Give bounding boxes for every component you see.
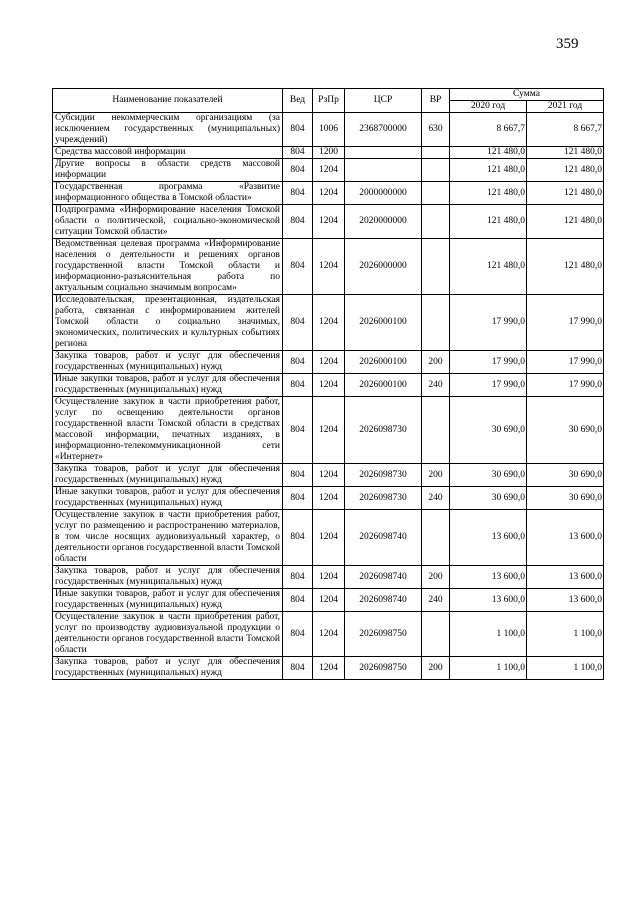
header-sum: Сумма bbox=[450, 89, 604, 101]
row-csr bbox=[345, 159, 422, 182]
row-sum-2020: 121 480,0 bbox=[450, 159, 527, 182]
row-rzpr: 1204 bbox=[313, 657, 345, 680]
row-name: Подпрограмма «Информирование населения Томской области о политической, социально-экономической ситуации Томской области» bbox=[53, 205, 283, 239]
row-sum-2021: 17 990,0 bbox=[527, 295, 604, 351]
table-row bbox=[53, 464, 604, 487]
row-sum-2021: 17 990,0 bbox=[527, 351, 604, 374]
row-sum-2020: 30 690,0 bbox=[450, 464, 527, 487]
row-ved: 804 bbox=[283, 159, 313, 182]
row-rzpr: 1204 bbox=[313, 374, 345, 397]
row-rzpr: 1204 bbox=[313, 510, 345, 566]
row-vr bbox=[422, 205, 450, 239]
row-ved: 804 bbox=[283, 510, 313, 566]
row-sum-2020: 121 480,0 bbox=[450, 205, 527, 239]
row-rzpr: 1204 bbox=[313, 182, 345, 205]
row-rzpr: 1200 bbox=[313, 147, 345, 159]
row-ved: 804 bbox=[283, 374, 313, 397]
table-row bbox=[53, 487, 604, 510]
table-row bbox=[53, 182, 604, 205]
row-name: Субсидии некоммерческим организациям (за исключением государственных (муниципальных) учреждений) bbox=[53, 113, 283, 147]
row-name: Иные закупки товаров, работ и услуг для обеспечения государственных (муниципальных) нужд bbox=[53, 589, 283, 612]
row-csr: 2026098730 bbox=[345, 487, 422, 510]
row-sum-2020: 30 690,0 bbox=[450, 397, 527, 464]
row-csr: 2368700000 bbox=[345, 113, 422, 147]
row-vr bbox=[422, 159, 450, 182]
row-sum-2021: 121 480,0 bbox=[527, 182, 604, 205]
row-sum-2020: 121 480,0 bbox=[450, 182, 527, 205]
row-csr: 2020000000 bbox=[345, 205, 422, 239]
row-sum-2021: 1 100,0 bbox=[527, 657, 604, 680]
row-vr bbox=[422, 397, 450, 464]
header-csr: ЦСР bbox=[345, 89, 422, 113]
row-sum-2020: 13 600,0 bbox=[450, 566, 527, 589]
row-vr: 630 bbox=[422, 113, 450, 147]
row-sum-2020: 1 100,0 bbox=[450, 657, 527, 680]
row-vr bbox=[422, 182, 450, 205]
table-row bbox=[53, 113, 604, 147]
row-sum-2021: 13 600,0 bbox=[527, 510, 604, 566]
row-name: Закупка товаров, работ и услуг для обеспечения государственных (муниципальных) нужд bbox=[53, 464, 283, 487]
table-row bbox=[53, 159, 604, 182]
row-csr: 2026000000 bbox=[345, 239, 422, 295]
row-name: Закупка товаров, работ и услуг для обеспечения государственных (муниципальных) нужд bbox=[53, 657, 283, 680]
row-csr: 2026098730 bbox=[345, 464, 422, 487]
row-csr: 2026098750 bbox=[345, 657, 422, 680]
row-sum-2021: 121 480,0 bbox=[527, 159, 604, 182]
row-ved: 804 bbox=[283, 566, 313, 589]
table-row bbox=[53, 657, 604, 680]
row-name: Закупка товаров, работ и услуг для обеспечения государственных (муниципальных) нужд bbox=[53, 566, 283, 589]
row-vr bbox=[422, 239, 450, 295]
row-name: Государственная программа «Развитие информационного общества в Томской области» bbox=[53, 182, 283, 205]
row-sum-2020: 121 480,0 bbox=[450, 239, 527, 295]
row-rzpr: 1204 bbox=[313, 464, 345, 487]
row-csr: 2026098740 bbox=[345, 589, 422, 612]
row-sum-2021: 30 690,0 bbox=[527, 487, 604, 510]
row-sum-2021: 8 667,7 bbox=[527, 113, 604, 147]
header-year-2020: 2020 год bbox=[450, 101, 527, 113]
row-csr bbox=[345, 147, 422, 159]
row-sum-2021: 30 690,0 bbox=[527, 464, 604, 487]
table-row bbox=[53, 510, 604, 566]
row-csr: 2026098740 bbox=[345, 510, 422, 566]
row-csr: 2026098740 bbox=[345, 566, 422, 589]
row-ved: 804 bbox=[283, 464, 313, 487]
header-vr: ВР bbox=[422, 89, 450, 113]
row-sum-2021: 1 100,0 bbox=[527, 612, 604, 657]
row-ved: 804 bbox=[283, 612, 313, 657]
row-ved: 804 bbox=[283, 295, 313, 351]
row-vr: 240 bbox=[422, 589, 450, 612]
row-rzpr: 1204 bbox=[313, 397, 345, 464]
row-sum-2020: 8 667,7 bbox=[450, 113, 527, 147]
table-row bbox=[53, 239, 604, 295]
row-csr: 2026000100 bbox=[345, 295, 422, 351]
row-sum-2020: 30 690,0 bbox=[450, 487, 527, 510]
row-vr: 200 bbox=[422, 566, 450, 589]
row-sum-2021: 121 480,0 bbox=[527, 239, 604, 295]
row-rzpr: 1204 bbox=[313, 239, 345, 295]
table-row bbox=[53, 397, 604, 464]
row-sum-2020: 17 990,0 bbox=[450, 295, 527, 351]
row-csr: 2026098750 bbox=[345, 612, 422, 657]
header-ved: Вед bbox=[283, 89, 313, 113]
header-year-2021: 2021 год bbox=[527, 101, 604, 113]
row-sum-2021: 121 480,0 bbox=[527, 205, 604, 239]
row-sum-2021: 30 690,0 bbox=[527, 397, 604, 464]
row-vr: 200 bbox=[422, 351, 450, 374]
row-vr: 200 bbox=[422, 464, 450, 487]
row-sum-2020: 13 600,0 bbox=[450, 589, 527, 612]
row-ved: 804 bbox=[283, 589, 313, 612]
row-vr bbox=[422, 295, 450, 351]
budget-table bbox=[52, 88, 604, 680]
row-csr: 2026098730 bbox=[345, 397, 422, 464]
row-sum-2020: 13 600,0 bbox=[450, 510, 527, 566]
row-ved: 804 bbox=[283, 147, 313, 159]
row-ved: 804 bbox=[283, 487, 313, 510]
row-rzpr: 1204 bbox=[313, 589, 345, 612]
table-row bbox=[53, 295, 604, 351]
table-row bbox=[53, 612, 604, 657]
row-csr: 2026000100 bbox=[345, 351, 422, 374]
row-rzpr: 1204 bbox=[313, 612, 345, 657]
row-rzpr: 1204 bbox=[313, 487, 345, 510]
row-sum-2021: 13 600,0 bbox=[527, 589, 604, 612]
row-ved: 804 bbox=[283, 239, 313, 295]
row-rzpr: 1204 bbox=[313, 566, 345, 589]
row-sum-2020: 17 990,0 bbox=[450, 351, 527, 374]
row-ved: 804 bbox=[283, 205, 313, 239]
row-name: Иные закупки товаров, работ и услуг для обеспечения государственных (муниципальных) нужд bbox=[53, 374, 283, 397]
row-sum-2020: 121 480,0 bbox=[450, 147, 527, 159]
row-sum-2021: 13 600,0 bbox=[527, 566, 604, 589]
row-rzpr: 1204 bbox=[313, 205, 345, 239]
header-name: Наименование показателей bbox=[53, 89, 283, 113]
row-name: Закупка товаров, работ и услуг для обеспечения государственных (муниципальных) нужд bbox=[53, 351, 283, 374]
row-name: Осуществление закупок в части приобретения работ, услуг по производству аудиовизуальной продукции о деятельности органов государственной власти Томской области bbox=[53, 612, 283, 657]
row-sum-2020: 1 100,0 bbox=[450, 612, 527, 657]
row-rzpr: 1204 bbox=[313, 295, 345, 351]
row-csr: 2000000000 bbox=[345, 182, 422, 205]
row-ved: 804 bbox=[283, 182, 313, 205]
page-number: 359 bbox=[556, 36, 579, 52]
row-name: Осуществление закупок в части приобретения работ, услуг по размещению и распространению материалов, в том числе носящих аудиовизуальный характер, о деятельности органов государственной власти Томской области bbox=[53, 510, 283, 566]
row-name: Другие вопросы в области средств массовой информации bbox=[53, 159, 283, 182]
row-vr: 200 bbox=[422, 657, 450, 680]
row-rzpr: 1006 bbox=[313, 113, 345, 147]
row-ved: 804 bbox=[283, 351, 313, 374]
row-vr bbox=[422, 147, 450, 159]
row-ved: 804 bbox=[283, 657, 313, 680]
table-row bbox=[53, 351, 604, 374]
header-rzpr: РзПр bbox=[313, 89, 345, 113]
row-vr: 240 bbox=[422, 487, 450, 510]
table-body bbox=[53, 113, 604, 680]
row-ved: 804 bbox=[283, 397, 313, 464]
row-csr: 2026000100 bbox=[345, 374, 422, 397]
row-rzpr: 1204 bbox=[313, 351, 345, 374]
row-name: Осуществление закупок в части приобретения работ, услуг по освещению деятельности органов государственной власти Томской области в средствах массовой информации, печатных изданиях, в информационно-телекоммуникационной сети «Интернет» bbox=[53, 397, 283, 464]
table-row bbox=[53, 566, 604, 589]
table-row bbox=[53, 374, 604, 397]
row-sum-2021: 121 480,0 bbox=[527, 147, 604, 159]
row-vr bbox=[422, 510, 450, 566]
row-name: Ведомственная целевая программа «Информирование населения о деятельности и решениях органов государственной власти Томской области и информационно-разъяснительная работа по актуальным социально значимым вопросам» bbox=[53, 239, 283, 295]
row-name: Иные закупки товаров, работ и услуг для обеспечения государственных (муниципальных) нужд bbox=[53, 487, 283, 510]
row-vr: 240 bbox=[422, 374, 450, 397]
table-row bbox=[53, 147, 604, 159]
row-rzpr: 1204 bbox=[313, 159, 345, 182]
row-name: Исследовательская, презентационная, издательская работа, связанная с информированием жителей Томской области о социально значимых, экономических, политических и культурных событиях региона bbox=[53, 295, 283, 351]
row-ved: 804 bbox=[283, 113, 313, 147]
row-sum-2020: 17 990,0 bbox=[450, 374, 527, 397]
table-row bbox=[53, 589, 604, 612]
row-vr bbox=[422, 612, 450, 657]
table-row bbox=[53, 205, 604, 239]
row-sum-2021: 17 990,0 bbox=[527, 374, 604, 397]
row-name: Средства массовой информации bbox=[53, 147, 283, 159]
